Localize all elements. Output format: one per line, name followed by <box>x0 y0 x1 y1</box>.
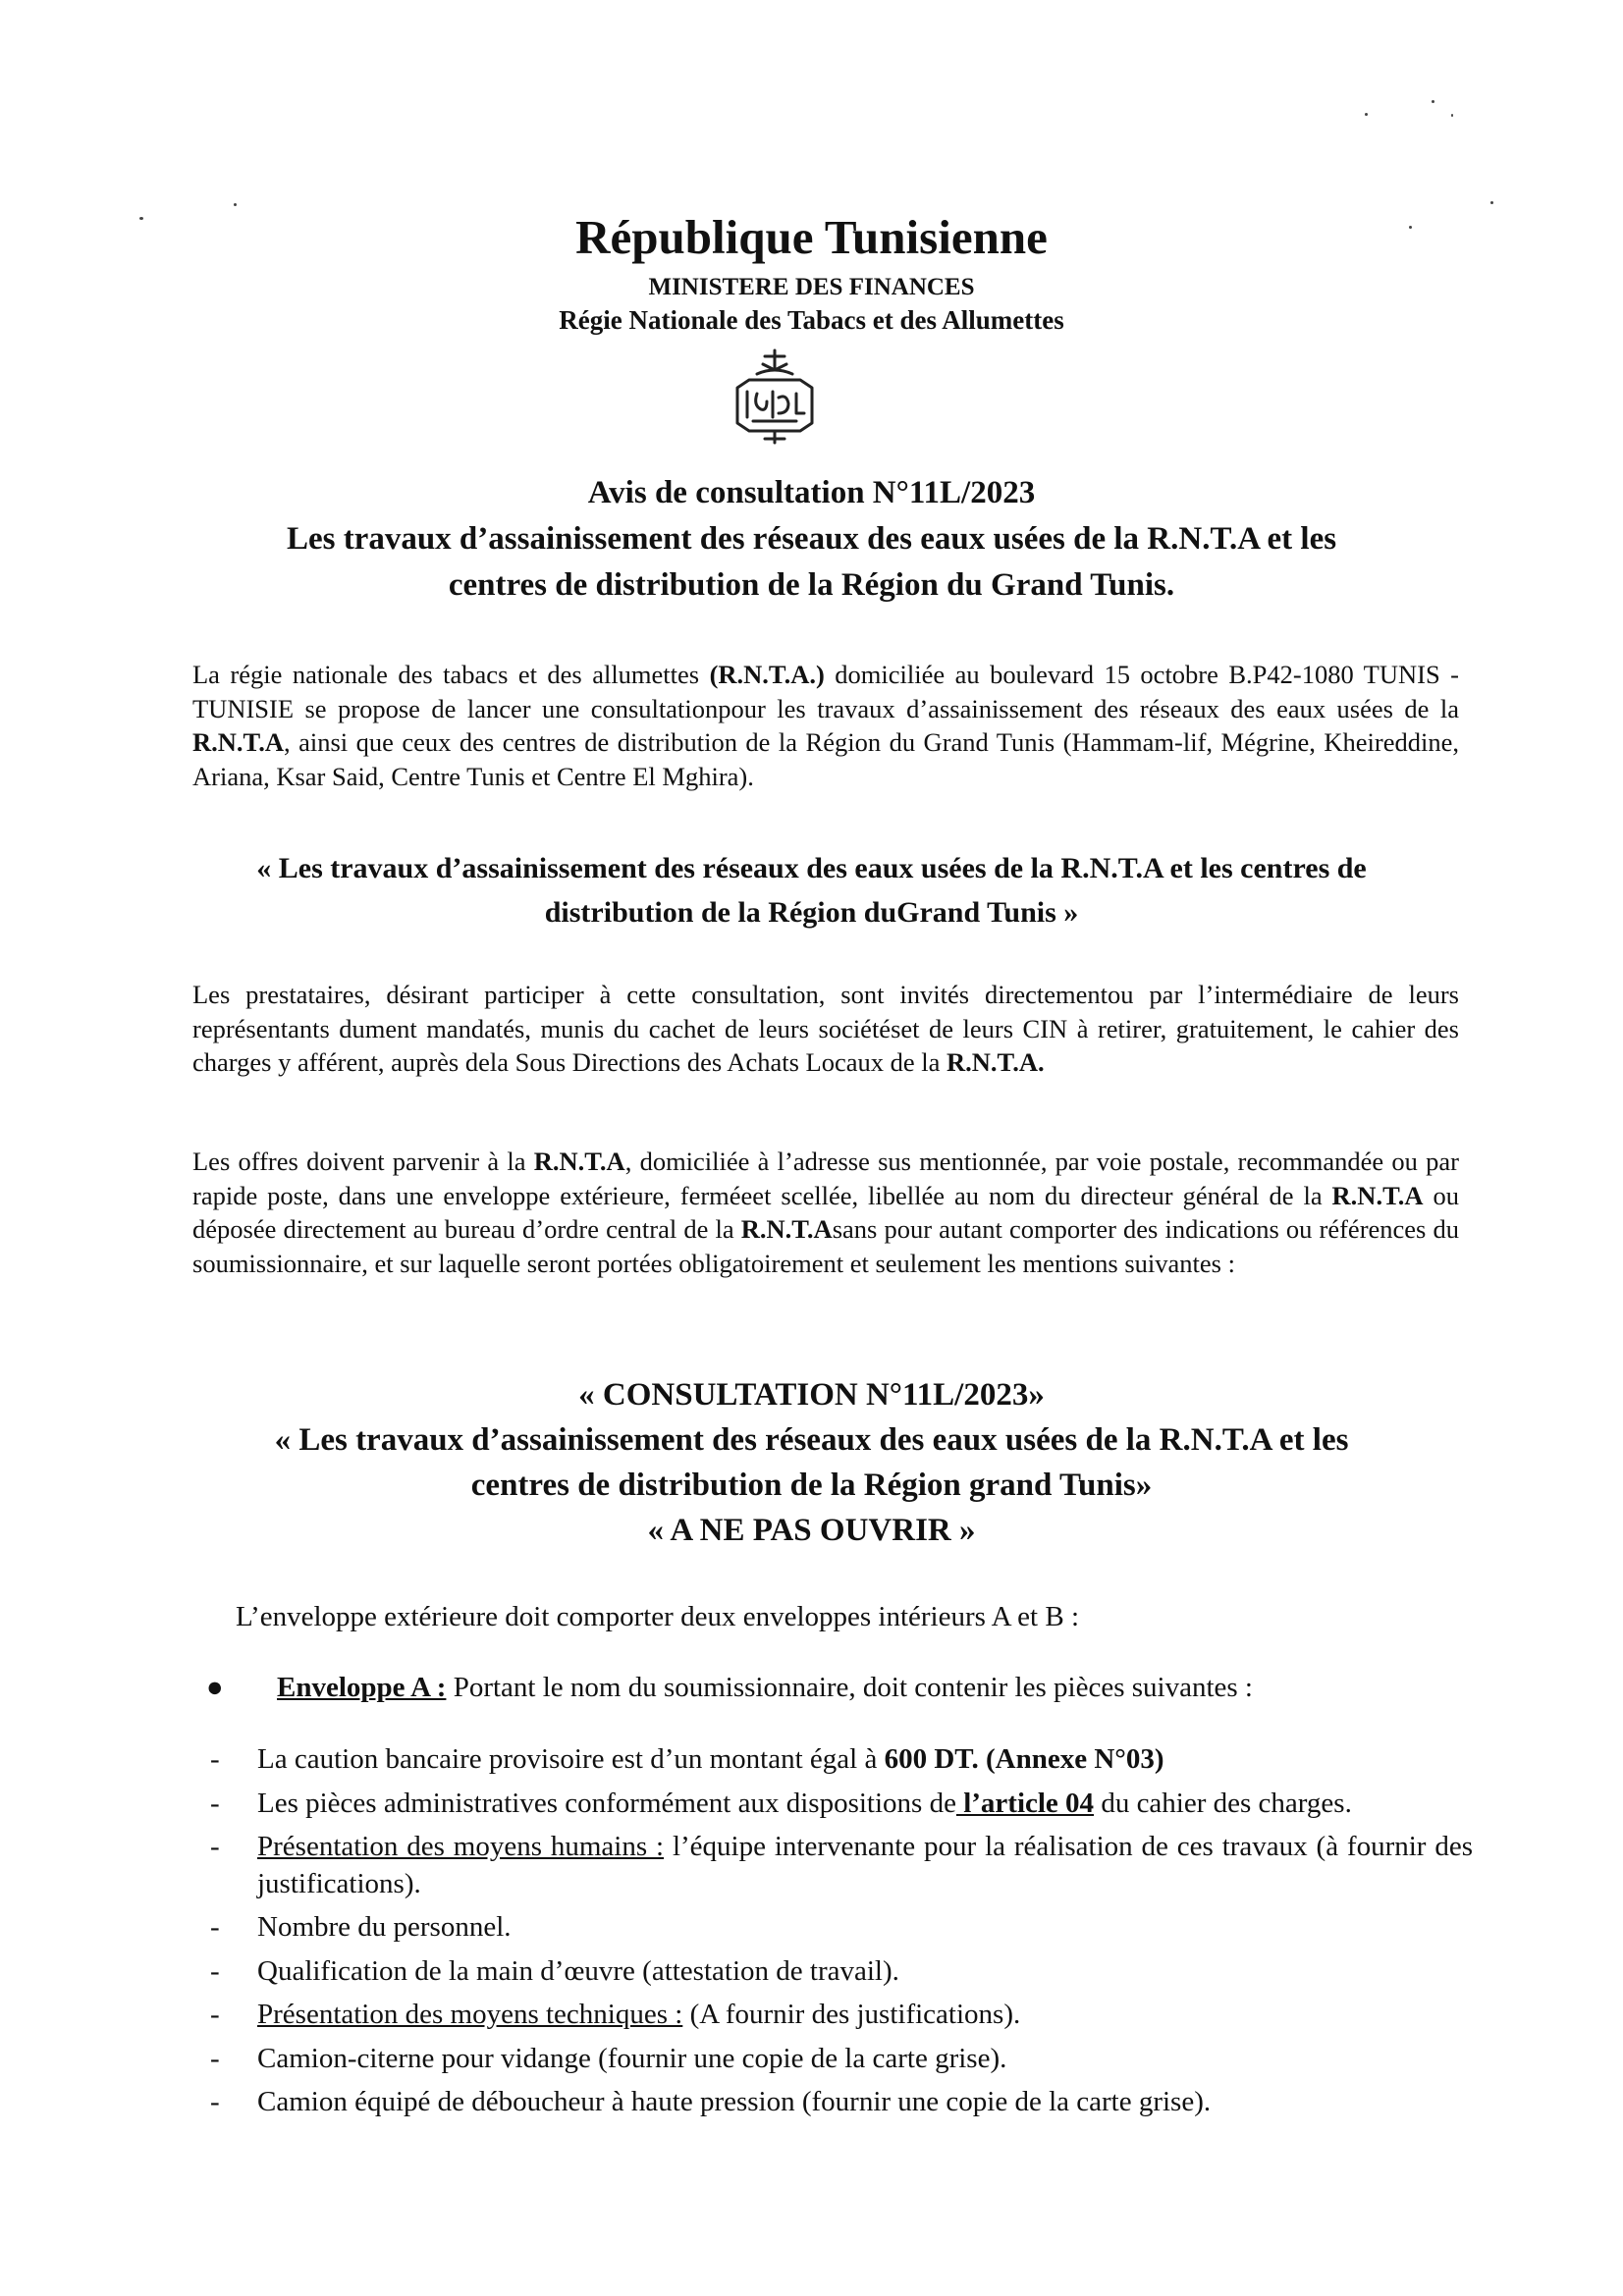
list-item <box>206 2084 1473 2121</box>
req-admin-text: Les pièces administratives conformément aux dispositions de <box>257 1787 956 1819</box>
req-tech-text: (A fournir des justifications). <box>682 1999 1021 2030</box>
dash-icon: - <box>210 1999 220 2030</box>
req-qualification: Qualification de la main d’œuvre (attestation de travail). <box>257 1954 899 1987</box>
notice-subject-line2: centres de distribution de la Région du Grand Tunis. <box>448 567 1175 603</box>
dash-icon: - <box>210 2042 220 2074</box>
subject-quote-line1: « Les travaux d’assainissement des réseaux des eaux usées de la R.N.T.A et les centres de <box>256 852 1367 884</box>
list-item <box>206 1953 1473 1991</box>
mention-consultation: « CONSULTATION N°11L/2023» <box>578 1377 1045 1413</box>
subject-quote-line2: distribution de la Région duGrand Tunis » <box>544 896 1079 929</box>
req-admin-tail: du cahier des charges. <box>1094 1787 1352 1819</box>
scan-speck <box>1432 100 1434 103</box>
req-caution-text: La caution bancaire provisoire est d’un montant égal à <box>257 1743 885 1775</box>
notice-title: Avis de consultation N°11L/2023 <box>587 475 1036 510</box>
list-item <box>206 2041 1473 2078</box>
subject-quote <box>187 846 1436 934</box>
req-caution-annex: (Annexe N°03) <box>978 1743 1164 1775</box>
req-admin-article: l’article 04 <box>955 1787 1095 1819</box>
req-tech-label: Présentation des moyens techniques : <box>257 1999 683 2030</box>
mention-subject-line1: « Les travaux d’assainissement des réseaux des eaux usées de la R.N.T.A et les <box>274 1422 1349 1458</box>
envelopes-intro: L’enveloppe extérieure doit comporter deux enveloppes intérieurs A et B : <box>236 1601 1079 1632</box>
dash-icon: - <box>210 1743 220 1775</box>
participation-paragraph <box>192 978 1459 1080</box>
header-agency: Régie Nationale des Tabacs et des Allumettes <box>559 305 1064 335</box>
requirements-list <box>206 1741 1473 2128</box>
req-staff-count: Nombre du personnel. <box>257 1911 512 1943</box>
list-item <box>206 1741 1473 1779</box>
submission-text-1: Les offres doivent parvenir à la <box>192 1147 534 1176</box>
bullet-icon: ● <box>206 1672 224 1703</box>
submission-bold-2: R.N.T.A <box>1331 1180 1424 1210</box>
req-jetting-truck: Camion équipé de déboucheur à haute pression (fournir une copie de la carte grise). <box>257 2086 1212 2117</box>
intro-text-3: , ainsi que ceux des centres de distribution de la Région du Grand Tunis (Hammam-lif, Mégrine, Kheireddine, Ariana, Ksar Said, Centre Tunis et Centre El Mghira). <box>192 727 1459 791</box>
list-item <box>206 1786 1473 1823</box>
dash-icon: - <box>210 2086 220 2117</box>
envelope-mentions <box>196 1372 1427 1553</box>
rnta-emblem-icon <box>728 348 822 447</box>
dash-icon: - <box>210 1911 220 1943</box>
req-human-label: Présentation des moyens humains : <box>257 1831 665 1862</box>
envelope-a-text <box>277 1669 1475 1706</box>
submission-bold-1: R.N.T.A <box>533 1147 625 1176</box>
mention-subject-line2: centres de distribution de la Région grand Tunis» <box>470 1468 1153 1503</box>
intro-text-2: domiciliée au boulevard 15 octobre B.P42-1080 TUNIS - TUNISIE se propose de lancer une consultationpour les travaux d’assainissement des réseaux des eaux usées de la <box>192 660 1459 723</box>
scan-speck <box>234 203 237 206</box>
notice-subject-line1: Les travaux d’assainissement des réseaux des eaux usées de la R.N.T.A et les <box>286 521 1337 557</box>
list-item <box>206 1997 1473 2034</box>
intro-bold-1: (R.N.T.A.) <box>709 660 825 689</box>
submission-bold-3: R.N.T.A <box>740 1214 833 1244</box>
notice-subject <box>196 516 1427 609</box>
submission-text-2: , domiciliée à l’adresse sus mentionnée, par voie postale, recommandée ou par rapide poste, dans une enveloppe extérieure, ferméeet scellée, libellée au nom du directeur général de la <box>192 1147 1459 1210</box>
header-country: République Tunisienne <box>575 210 1048 264</box>
req-tanker-truck: Camion-citerne pour vidange (fournir une copie de la carte grise). <box>257 2042 1007 2074</box>
submission-text-3: ou déposée directement au bureau d’ordre central de la <box>192 1180 1459 1244</box>
participation-bold: R.N.T.A. <box>947 1047 1045 1077</box>
intro-text-1: La régie nationale des tabacs et des allumettes <box>192 660 710 689</box>
submission-paragraph <box>192 1145 1459 1280</box>
dash-icon: - <box>210 1831 220 1862</box>
mention-do-not-open: « A NE PAS OUVRIR » <box>647 1513 976 1548</box>
dash-icon: - <box>210 1787 220 1819</box>
req-human-text: l’équipe intervenante pour la réalisation de ces travaux (à fournir des justifications). <box>257 1831 1474 1899</box>
req-caution-amount: 600 DT. <box>884 1743 979 1775</box>
scan-speck <box>1365 113 1368 116</box>
participation-text: Les prestataires, désirant participer à cette consultation, sont invités directementou par l’intermédiaire de leurs représentants dument mandatés, munis du cachet de leurs sociétéset de leurs CIN à retirer, gratuitement, le cahier des charges y afférent, auprès dela Sous Directions des Achats Locaux de la <box>192 980 1459 1077</box>
intro-bold-2: R.N.T.A <box>192 727 284 757</box>
header-ministry: MINISTERE DES FINANCES <box>648 274 975 300</box>
dash-icon: - <box>210 1954 220 1987</box>
list-item <box>206 1909 1473 1947</box>
envelope-a-desc: Portant le nom du soumissionnaire, doit contenir les pièces suivantes : <box>446 1672 1253 1703</box>
intro-paragraph <box>192 658 1459 793</box>
list-item <box>206 1829 1473 1902</box>
scan-speck <box>1490 201 1493 204</box>
submission-text-4: sans pour autant comporter des indications ou références du soumissionnaire, et sur laquelle seront portées obligatoirement et seulement les mentions suivantes : <box>192 1214 1459 1278</box>
scan-speck <box>1451 114 1453 117</box>
envelope-a-label: Enveloppe A : <box>277 1672 447 1703</box>
